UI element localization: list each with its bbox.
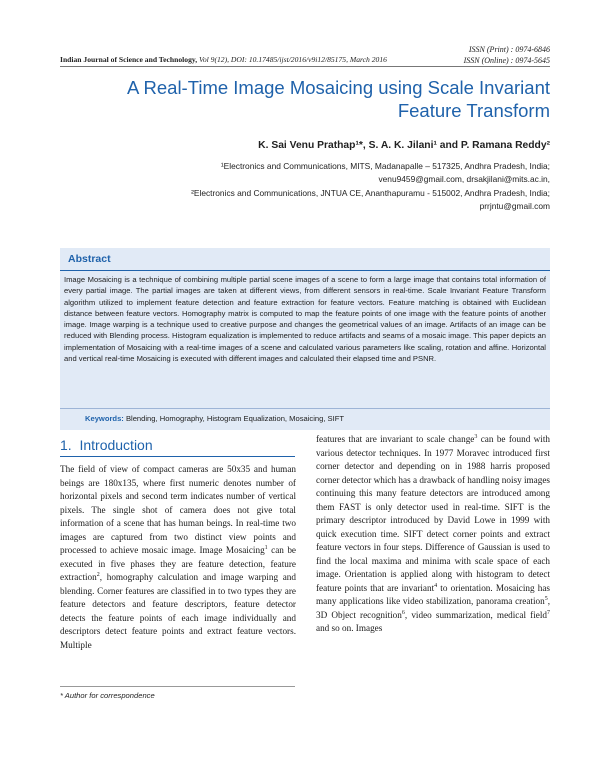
affiliation-2-email: prrjntu@gmail.com (479, 201, 550, 212)
keywords-text: Blending, Homography, Histogram Equalization, Mosaicing, SIFT (123, 414, 345, 423)
body-column-left (60, 463, 296, 652)
citation-ref: 6 (401, 609, 405, 616)
paper-title: A Real-Time Image Mosaicing using Scale Invariant Feature Transform (127, 77, 550, 121)
section-divider (60, 456, 295, 457)
author-list: K. Sai Venu Prathap¹*, S. A. K. Jilani¹ and P. Ramana Reddy² (258, 140, 550, 151)
correspondence-footnote: * Author for correspondence (60, 691, 155, 700)
body-text: , homography calculation and image warping and blending. Corner features are classified in to two types they are feature detectors and feature descriptors, feature detector detects the feature points of each image individually and descriptors detect feature points and extract feature vectors. Multiple (60, 572, 296, 650)
journal-details: Vol 9(12), DOI: 10.17485/ijst/2016/v9i12/85175, March 2016 (197, 55, 387, 64)
issn-block (464, 44, 550, 66)
journal-citation (60, 55, 387, 64)
affiliation-1: ¹Electronics and Communications, MITS, Madanapalle – 517325, Andhra Pradesh, India; (220, 161, 550, 171)
body-text: features that are invariant to scale change (316, 434, 475, 444)
keywords-divider (60, 408, 550, 409)
citation-ref: 1 (264, 544, 268, 551)
body-text: The field of view of compact cameras are 50x35 and human beings are 180x135, where first numeric denotes number of horizontal pixels and second term indicates number of vertical pixels. The single shot of camera does not give total information of a scene that has human beings. In real-time two images are captured from two distinct view points and processed to achieve mosaic image. Image Mosaicing (60, 464, 296, 555)
body-text: can be executed in five phases they are feature detection, feature extraction (60, 545, 297, 582)
section-heading (60, 437, 153, 453)
body-column-right (316, 433, 550, 636)
abstract-heading: Abstract (68, 253, 111, 265)
abstract-divider (60, 270, 550, 271)
issn-online: ISSN (Online) : 0974-5645 (463, 56, 550, 65)
keywords (85, 414, 344, 423)
body-text: can be found with various detector techniques. In 1977 Moravec introduced first corner detector and depending on in 1988 harris proposed corner detector which has a drawback of handling noisy images continuing this many feature detectors are introduced among them FAST is only detector used in real-time. SIFT is the primary descriptor introduced by David Lowe in 1999 with quick execution time. SIFT detect corner points and extract feature vectors in four steps. Difference of Gaussian is used to find the local maxima and minima with scale space of each image. Orientation is applied along with histogram to detect feature points that are invariant (316, 434, 550, 593)
citation-ref: 7 (547, 609, 550, 616)
abstract-text: Image Mosaicing is a technique of combining multiple partial scene images of a scene to form a large image that contains total information of every partial image. The partial images are taken at different views, from different sensors in real-time. Scale Invariant Feature Transform algorithm utilized to implement feature detection and feature extraction for feature vectors. Feature matching is obtained with Euclidean distance between feature vectors. Homography matrix is computed to map the feature points of one image with the feature points of another image. Image warping is a technique used to creative purpose and changes the geometrical values of an image. Artifacts of an image can be reduced with Blending process. Histogram equalization is implemented to reduce artifacts and seams of a mosaic image. This paper depicts an implementation of Mosaicing with a real-time images of a scene and calculated various parameters like scaling, rotation and affine. Horizontal and vertical real-time Mosaicing is executed with different images and calculated their elapsed time and PSNR. (64, 275, 546, 364)
body-text: to orientation. Mosaicing has many applications like video stabilization, panorama creation (316, 582, 551, 606)
citation-ref: 2 (96, 571, 100, 578)
footnote-divider (60, 686, 295, 687)
body-text: , 3D Object recognition (316, 596, 550, 620)
body-text: , video summarization, medical field (404, 609, 547, 620)
issn-print: ISSN (Print) : 0974-6846 (468, 45, 550, 54)
citation-ref: 4 (434, 582, 438, 589)
affiliation-1-emails: venu9459@gmail.com, drsakjilani@mits.ac.in, (378, 174, 550, 185)
affiliation-2: ²Electronics and Communications, JNTUA CE, Ananthapuramu - 515002, Andhra Pradesh, India; (191, 187, 550, 198)
section-number: 1. (60, 437, 72, 453)
citation-ref: 5 (544, 595, 548, 602)
affiliations (80, 160, 550, 214)
citation-ref: 3 (474, 433, 478, 440)
journal-name: Indian Journal of Science and Technology, (60, 55, 198, 64)
section-title: Introduction (79, 437, 153, 453)
keywords-label: Keywords: (85, 414, 124, 423)
abstract-box (60, 248, 550, 430)
body-text: and so on. Images (316, 623, 383, 633)
header-divider (60, 66, 550, 67)
